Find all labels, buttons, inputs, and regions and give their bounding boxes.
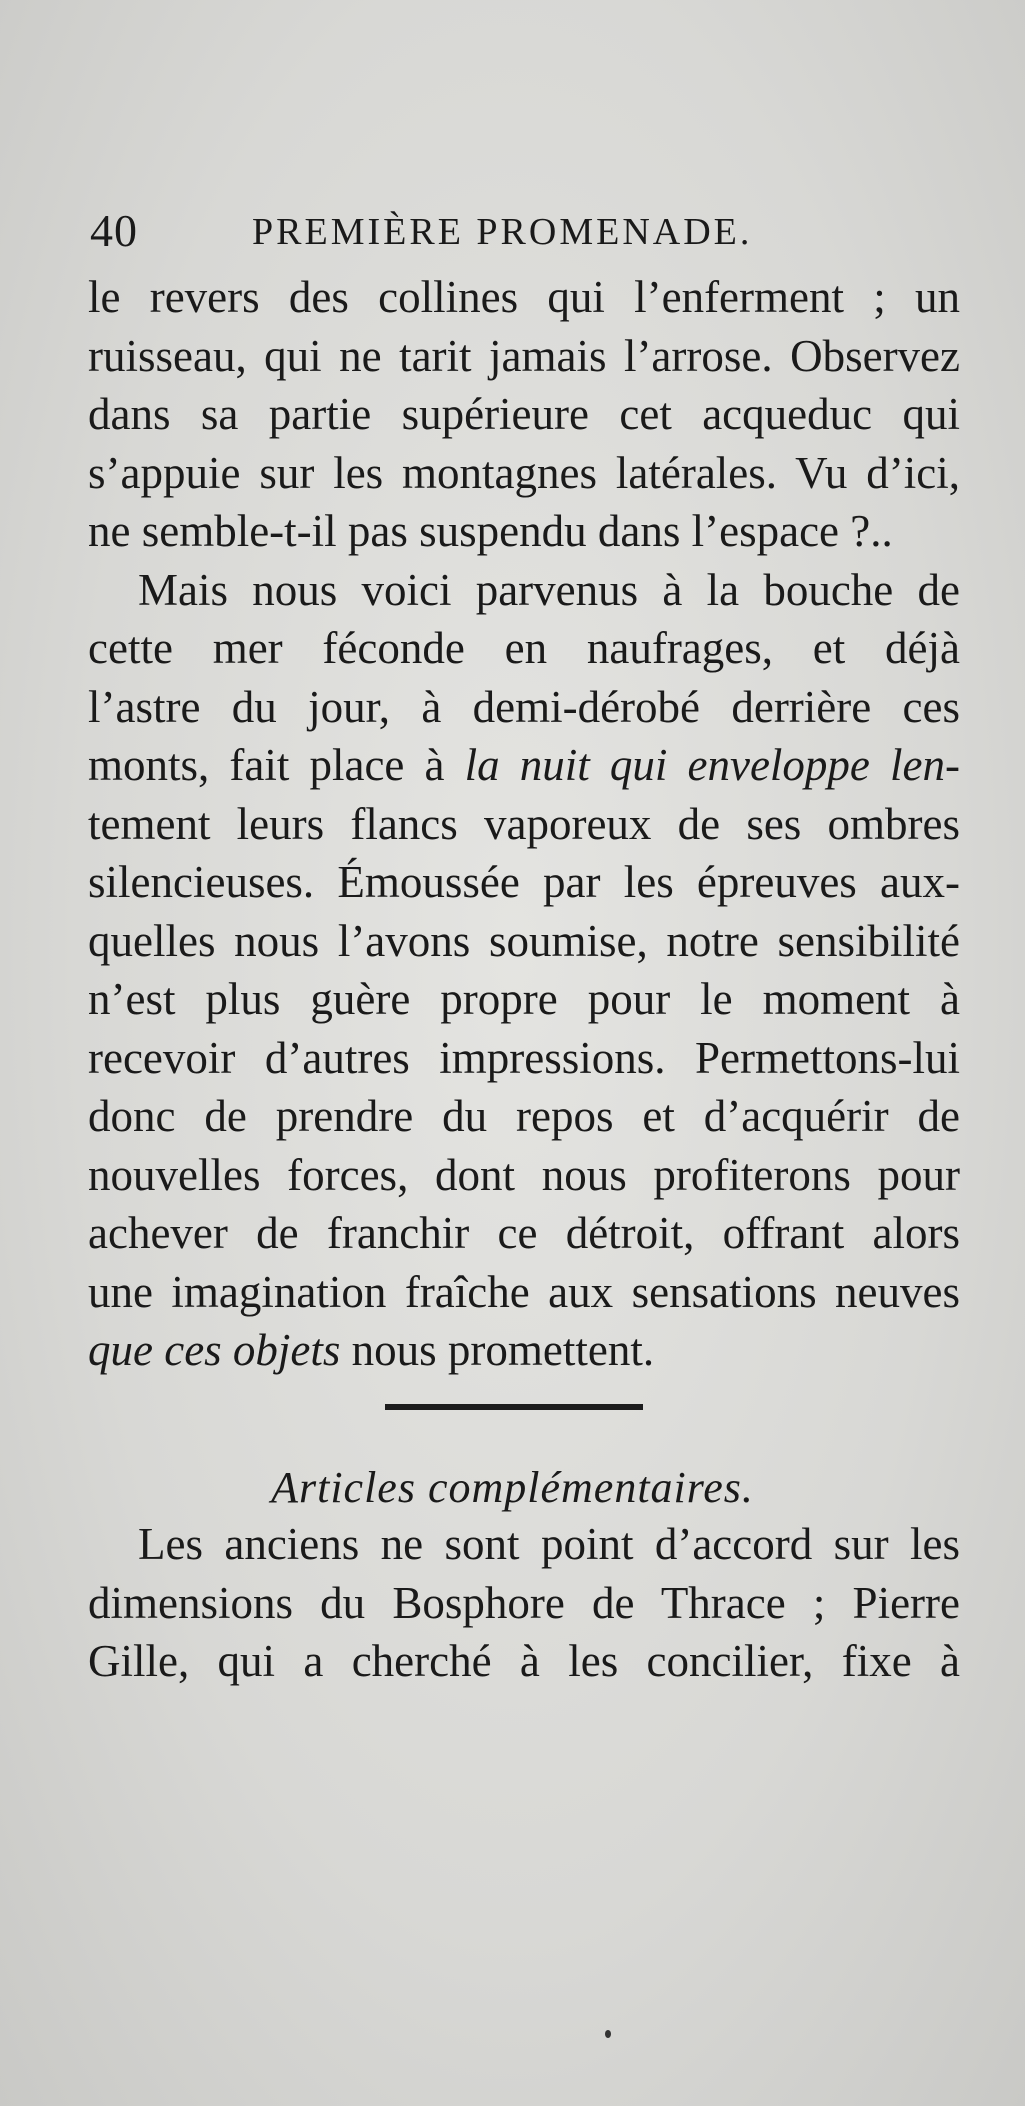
section-title: Articles complémentaires. xyxy=(271,1463,754,1512)
text-line: le revers des collines qui l’enferment ; un xyxy=(88,272,960,322)
text-line: s’appuie sur les montagnes latérales. Vu d’ici, xyxy=(88,447,960,498)
text-line: cette mer féconde en naufrages, et déjà xyxy=(88,623,960,673)
running-title: PREMIÈRE PROMENADE. xyxy=(252,211,753,253)
text-line: dans sa partie supérieure cet acqueduc qui xyxy=(88,389,960,439)
text-line: ne semble-t-il pas suspendu dans l’espace ?.. xyxy=(88,506,893,556)
text-line: donc de prendre du repos et d’acquérir de xyxy=(88,1091,960,1141)
section-text xyxy=(88,1515,960,1691)
text-line: Gille, qui a cherché à les concilier, fixe à xyxy=(88,1636,960,1686)
text-line: silencieuses. Émoussée par les épreuves aux- xyxy=(88,857,960,907)
text-line: l’astre du jour, à demi-dérobé derrière ces xyxy=(88,681,960,732)
text-italic: que ces objets xyxy=(88,1325,341,1375)
main-text xyxy=(88,268,960,1380)
text-italic: la nuit qui enveloppe len- xyxy=(464,740,960,790)
text-line: Les anciens ne sont point d’accord sur les xyxy=(138,1519,960,1569)
text-line: Mais nous voici parvenus à la bouche de xyxy=(138,564,960,615)
ink-speck xyxy=(605,2030,611,2038)
text-roman: monts, fait place à xyxy=(88,740,465,790)
text-line: ruisseau, qui ne tarit jamais l’arrose. Observez xyxy=(88,330,960,381)
page-number: 40 xyxy=(90,205,138,256)
text-line: quelles nous l’avons soumise, notre sensibilité xyxy=(88,915,960,966)
section-divider xyxy=(385,1404,643,1410)
text-line: recevoir d’autres impressions. Permettons-lui xyxy=(88,1032,960,1083)
text-line-mixed xyxy=(88,1321,960,1380)
page-header xyxy=(90,204,950,264)
text-line: nouvelles forces, dont nous profiterons pour xyxy=(88,1149,960,1200)
text-line: une imagination fraîche aux sensations neuves xyxy=(88,1266,960,1317)
text-line-mixed xyxy=(88,736,960,795)
text-line: achever de franchir ce détroit, offrant alors xyxy=(88,1208,960,1258)
text-line: tement leurs flancs vaporeux de ses ombres xyxy=(88,798,960,849)
text-roman: nous promettent. xyxy=(340,1325,655,1375)
text-line: n’est plus guère propre pour le moment à xyxy=(88,974,960,1024)
text-line: dimensions du Bosphore de Thrace ; Pierre xyxy=(88,1577,960,1628)
